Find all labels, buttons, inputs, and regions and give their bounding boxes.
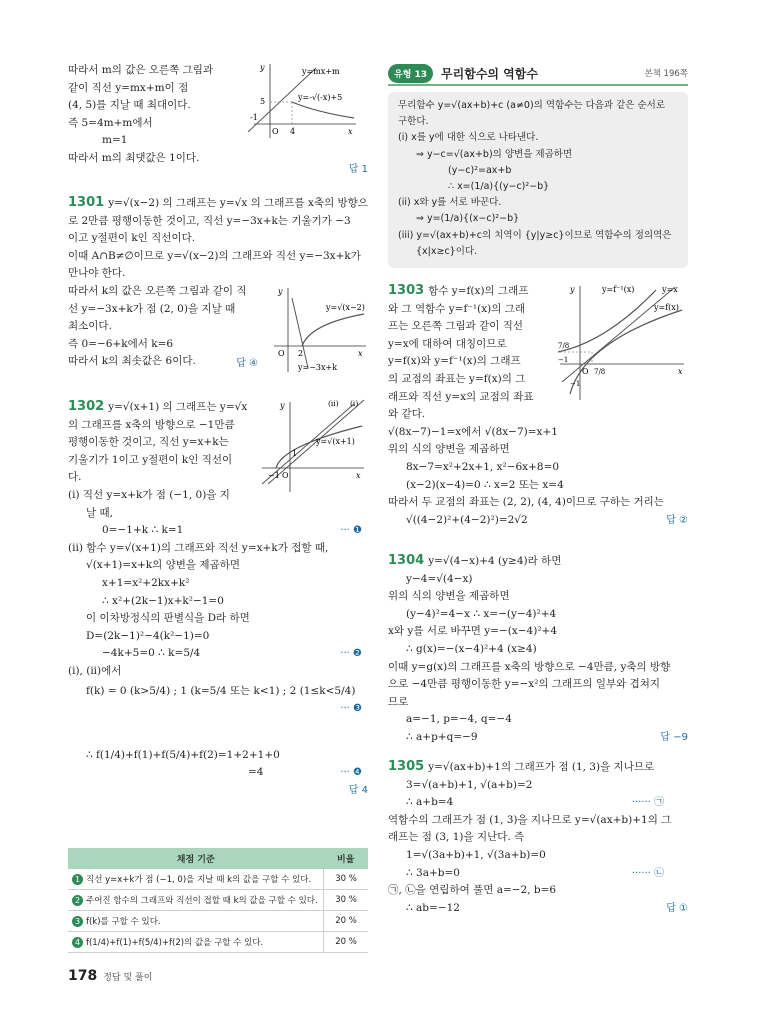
left-column bbox=[68, 62, 368, 953]
tick-label: 1 bbox=[292, 449, 298, 458]
piecewise-line: f(k) = 0 (k>5/4) ; 1 (k=5/4 또는 k<1) ; 2 (1≤k<5/4) ··· ❸ bbox=[68, 681, 368, 741]
problem-1302 bbox=[68, 398, 368, 838]
text-line: 므로 bbox=[388, 695, 409, 708]
text-line: 같이 직선 y=mx+m이 점 bbox=[68, 81, 189, 94]
origin-label: O bbox=[272, 127, 279, 136]
curve-label: y=f(x) bbox=[654, 303, 679, 313]
tick-label: 2 bbox=[298, 349, 304, 358]
text-line: √(8x−7)−1=x에서 √(8x−7)=x+1 bbox=[388, 425, 558, 438]
curve-label: y=√(x+1) bbox=[316, 437, 355, 446]
text-line: 선 y=−3x+k가 점 (2, 0)을 지날 때 bbox=[68, 302, 236, 315]
text-line: 즉 0=−6+k에서 k=6 bbox=[68, 337, 174, 350]
axis-y-label: y bbox=[570, 285, 575, 295]
criterion-text: 직선 y=x+k가 점 (−1, 0)을 지날 때 k의 값을 구할 수 있다. bbox=[86, 875, 312, 885]
tick-label: 7/8 bbox=[594, 368, 606, 377]
text-line: 와 같다. bbox=[388, 408, 426, 421]
page-footer bbox=[68, 968, 152, 984]
text-line: ∴ a+b=4 ······ ㉠ bbox=[388, 794, 688, 812]
text-line: 이고 y절편이 k인 직선이다. bbox=[68, 232, 196, 245]
answer-mark: 답 ① bbox=[666, 902, 688, 914]
text-line: ∴ x=(1/a){(y−c)²−b} bbox=[448, 181, 550, 193]
problem-1301 bbox=[68, 194, 368, 384]
axis-x-label: x bbox=[678, 367, 683, 377]
text-line: 즉 5=4m+m에서 bbox=[68, 116, 153, 129]
row-number: 2 bbox=[72, 895, 83, 906]
table-header: 비율 bbox=[324, 848, 369, 869]
tick-label: 4 bbox=[290, 127, 296, 136]
text-line: 이때 y=g(x)의 그래프를 x축의 방향으로 −4만큼, y축의 방향 bbox=[388, 660, 671, 673]
text-line: 래프와 직선 y=x의 교점의 좌표 bbox=[388, 390, 534, 403]
answer-mark: 답 1 bbox=[348, 164, 368, 175]
text-line: 구한다. bbox=[398, 116, 429, 128]
table-row bbox=[68, 890, 368, 911]
text-line: 최소이다. bbox=[68, 320, 112, 333]
line-label: y=mx+m bbox=[302, 67, 340, 76]
step-marker: ··· ❹ bbox=[340, 767, 362, 779]
problem-number: 1303 bbox=[388, 283, 425, 299]
text-line: (x−2)(x−4)=0 ∴ x=2 또는 x=4 bbox=[406, 478, 564, 491]
text-line: 위의 식의 양변을 제곱하면 bbox=[388, 443, 510, 456]
text-line: 따라서 두 교점의 좌표는 (2, 2), (4, 4)이므로 구하는 거리는 bbox=[388, 496, 664, 509]
problem-1303 bbox=[388, 282, 688, 538]
intro-solution bbox=[68, 62, 368, 180]
text-line: 8x−7=x²+2x+1, x²−6x+8=0 bbox=[406, 460, 560, 473]
line-label: y=x bbox=[662, 285, 678, 295]
graph-figure-1303 bbox=[556, 282, 688, 402]
graph-figure-1301 bbox=[270, 284, 368, 374]
text-line: (y−c)²=ax+b bbox=[448, 164, 512, 176]
text-line: 따라서 m의 값은 오른쪽 그림과 bbox=[68, 64, 214, 76]
text-line: x+1=x²+2kx+k² bbox=[102, 576, 190, 589]
problem-number: 1301 bbox=[68, 195, 105, 210]
text-line: x와 y를 서로 바꾸면 y=−(x−4)²+4 bbox=[388, 625, 558, 638]
axis-y-label: y bbox=[260, 63, 265, 72]
criterion-pct: 20 % bbox=[324, 932, 369, 953]
table-row bbox=[68, 869, 368, 890]
text-line: 역함수의 그래프가 점 (1, 3)을 지나므로 y=√(ax+b)+1의 그 bbox=[388, 813, 672, 826]
table-row bbox=[68, 932, 368, 953]
right-column bbox=[388, 62, 688, 938]
text-line: (ii) 함수 y=√(x+1)의 그래프와 직선 y=x+k가 접할 때, bbox=[68, 541, 329, 554]
criterion-pct: 30 % bbox=[324, 869, 369, 890]
problem-number: 1305 bbox=[388, 759, 425, 775]
problem-1305 bbox=[388, 758, 688, 938]
text-line: ㉠, ㉡을 연립하여 풀면 a=−2, b=6 bbox=[388, 884, 557, 897]
text-line: 의 교점의 좌표는 y=f(x)의 그 bbox=[388, 373, 526, 385]
text-line: 로 2만큼 평행이동한 것이고, 직선 y=−3x+k는 기울기가 −3 bbox=[68, 214, 351, 227]
curve-label: y=√(x−2) bbox=[326, 303, 365, 312]
origin-label: O bbox=[282, 471, 289, 480]
text-line: ∴ a+p+q=−9 답 −9 bbox=[388, 729, 688, 747]
text-line: ∴ x²+(2k−1)x+k²−1=0 bbox=[102, 594, 224, 607]
origin-label: O bbox=[582, 367, 589, 377]
tick-label: -1 bbox=[250, 113, 258, 122]
row-number: 4 bbox=[72, 937, 83, 948]
text-line: (i), (ii)에서 bbox=[68, 664, 122, 677]
answer-mark: 답 ④ bbox=[236, 358, 258, 369]
text-line: 3=√(a+b)+1, √(a+b)=2 bbox=[406, 778, 533, 791]
tick-label: −1 bbox=[558, 356, 569, 365]
text-line: (y−4)²=4−x ∴ x=−(y−4)²+4 bbox=[406, 607, 557, 620]
text-line: 위의 식의 양변을 제곱하면 bbox=[388, 590, 510, 603]
text-line: =4 ··· ❹ bbox=[68, 764, 368, 782]
equation-marker: ······ ㉡ bbox=[631, 867, 664, 879]
text-line: √((4−2)²+(4−2)²)=2√2 답 ② bbox=[388, 512, 688, 530]
text-line: (i) x를 y에 대한 식으로 나타낸다. bbox=[398, 132, 539, 144]
line-label: (ii) bbox=[328, 399, 339, 408]
criterion-text: f(k)를 구할 수 있다. bbox=[86, 917, 161, 927]
answer-mark: 답 ② bbox=[666, 514, 688, 526]
text-line: m=1 bbox=[102, 134, 128, 147]
text-line: 의 그래프를 x축의 방향으로 −1만큼 bbox=[68, 418, 235, 431]
equation-marker: ······ ㉠ bbox=[631, 797, 664, 809]
axis-y-label: y bbox=[278, 287, 283, 296]
table-row bbox=[68, 911, 368, 932]
text-line: y=f(x)와 y=f⁻¹(x)의 그래프 bbox=[388, 355, 521, 368]
row-number: 1 bbox=[72, 874, 83, 885]
criterion-pct: 30 % bbox=[324, 890, 369, 911]
criterion-text: 주어진 함수의 그래프와 직선이 접할 때 k의 값을 구할 수 있다. bbox=[86, 896, 318, 906]
text-line: y=x에 대하여 대칭이므로 bbox=[388, 337, 507, 350]
text-line: (4, 5)를 지날 때 최대이다. bbox=[68, 99, 191, 112]
type-title: 무리함수의 역함수 bbox=[441, 66, 538, 81]
text-line: 함수 y=f(x)의 그래프 bbox=[428, 285, 529, 298]
answer-mark: 답 4 bbox=[348, 784, 368, 796]
text-line: 이 이차방정식의 판별식을 D라 하면 bbox=[86, 612, 250, 625]
axis-x-label: x bbox=[356, 471, 361, 480]
step-marker: ··· ❷ bbox=[340, 648, 362, 660]
text-line: ∴ f(1/4)+f(1)+f(5/4)+f(2)=1+2+1+0 bbox=[86, 748, 280, 761]
step-marker: ··· ❶ bbox=[340, 525, 362, 537]
tick-label: 5 bbox=[260, 97, 266, 106]
table-header: 채점 기준 bbox=[68, 848, 324, 869]
text-line: 평행이동한 것이고, 직선 y=x+k는 bbox=[68, 436, 229, 449]
tick-label: 7/8 bbox=[558, 342, 570, 351]
text-line: y=√(4−x)+4 (y≥4)라 하면 bbox=[428, 555, 562, 568]
step-marker: ··· ❸ bbox=[340, 702, 362, 714]
text-line: ⇒ y=(1/a){(x−c)²−b} bbox=[416, 213, 520, 225]
problem-number: 1302 bbox=[68, 399, 105, 414]
text-line: (ii) x와 y를 서로 바꾼다. bbox=[398, 197, 502, 209]
type-tag: 유형 13 bbox=[388, 64, 433, 83]
text-line: 프는 오른쪽 그림과 같이 직선 bbox=[388, 320, 524, 333]
line-label: (i) bbox=[350, 399, 359, 408]
text-line: 0=−1+k ∴ k=1 ··· ❶ bbox=[68, 522, 368, 540]
text-line: 따라서 k의 값은 오른쪽 그림과 같이 직 bbox=[68, 284, 247, 297]
answer-mark: 답 −9 bbox=[660, 731, 688, 743]
axis-x-label: x bbox=[348, 127, 353, 136]
text-line: y=√(x+1) 의 그래프는 y=√x bbox=[108, 401, 248, 413]
text-line: −4k+5=0 ∴ k=5/4 ··· ❷ bbox=[68, 645, 368, 663]
text-line: 와 그 역함수 y=f⁻¹(x)의 그래 bbox=[388, 302, 525, 315]
text-line: ∴ ab=−12 답 ① bbox=[388, 900, 688, 918]
text-line: (i) 직선 y=x+k가 점 (−1, 0)을 지 bbox=[68, 488, 230, 501]
footer-label: 정답 및 풀이 bbox=[103, 973, 153, 983]
text-line: y−4=√(4−x) bbox=[406, 572, 473, 585]
text-line: 날 때, bbox=[86, 506, 113, 519]
text-line: (iii) y=√(ax+b)+c의 치역이 {y|y≥c}이므로 역함수의 정의역은 bbox=[398, 229, 672, 241]
text-line: y=√(x−2) 의 그래프는 y=√x 의 그래프를 x축의 방향으 bbox=[108, 197, 368, 209]
text-line: 따라서 k의 최솟값은 6이다. bbox=[68, 355, 196, 368]
type-reference: 본책 196쪽 bbox=[644, 69, 688, 79]
curve-label: y=f⁻¹(x) bbox=[602, 285, 635, 295]
criterion-pct: 20 % bbox=[324, 911, 369, 932]
scoring-table bbox=[68, 848, 368, 953]
text-line: 무리함수 y=√(ax+b)+c (a≠0)의 역함수는 다음과 같은 순서로 bbox=[398, 100, 666, 111]
graph-figure-1302 bbox=[258, 398, 366, 494]
tick-label: −1 bbox=[570, 380, 581, 389]
text-line: y=√(ax+b)+1의 그래프가 점 (1, 3)을 지나므로 bbox=[428, 761, 655, 774]
axis-y-label: y bbox=[280, 401, 285, 410]
axis-x-label: x bbox=[358, 349, 363, 358]
tick-label: −1 bbox=[268, 471, 280, 480]
origin-label: O bbox=[278, 349, 285, 358]
text-line: 래프는 점 (3, 1)을 지난다. 즉 bbox=[388, 831, 525, 844]
text-line: ⇒ y−c=√(ax+b)의 양변을 제곱하면 bbox=[416, 148, 573, 160]
text-line: a=−1, p=−4, q=−4 bbox=[406, 713, 512, 726]
text-line: 으로 −4만큼 평행이동한 y=−x²의 그래프의 일부와 겹쳐지 bbox=[388, 678, 661, 691]
text-line: 다. bbox=[68, 471, 82, 484]
concept-box bbox=[388, 92, 688, 268]
type-header bbox=[388, 62, 688, 86]
page-number: 178 bbox=[68, 968, 98, 984]
text-line: ∴ 3a+b=0 ······ ㉡ bbox=[388, 865, 688, 883]
text-line: D=(2k−1)²−4(k²−1)=0 bbox=[86, 629, 210, 642]
text-line: 1=√(3a+b)+1, √(3a+b)=0 bbox=[406, 849, 546, 861]
row-number: 3 bbox=[72, 916, 83, 927]
problem-number: 1304 bbox=[388, 553, 425, 569]
graph-figure-intro bbox=[246, 62, 358, 140]
text-line: {x|x≥c}이다. bbox=[416, 245, 478, 257]
text-line: 기울기가 1이고 y절편이 k인 직선이 bbox=[68, 453, 233, 466]
text-line: 만나야 한다. bbox=[68, 267, 126, 280]
line-label: y=−3x+k bbox=[298, 363, 338, 372]
text-line: ∴ g(x)=−(x−4)²+4 (x≥4) bbox=[406, 643, 537, 655]
criterion-text: f(1/4)+f(1)+f(5/4)+f(2)의 값을 구할 수 있다. bbox=[86, 938, 264, 948]
text-line: √(x+1)=x+k의 양변을 제곱하면 bbox=[86, 559, 240, 572]
problem-1304 bbox=[388, 552, 688, 758]
curve-label: y=-√(-x)+5 bbox=[298, 93, 343, 102]
text-line: 이때 A∩B≠∅이므로 y=√(x−2)의 그래프와 직선 y=−3x+k가 bbox=[68, 249, 361, 262]
text-line: 따라서 m의 최댓값은 1이다. bbox=[68, 151, 200, 164]
